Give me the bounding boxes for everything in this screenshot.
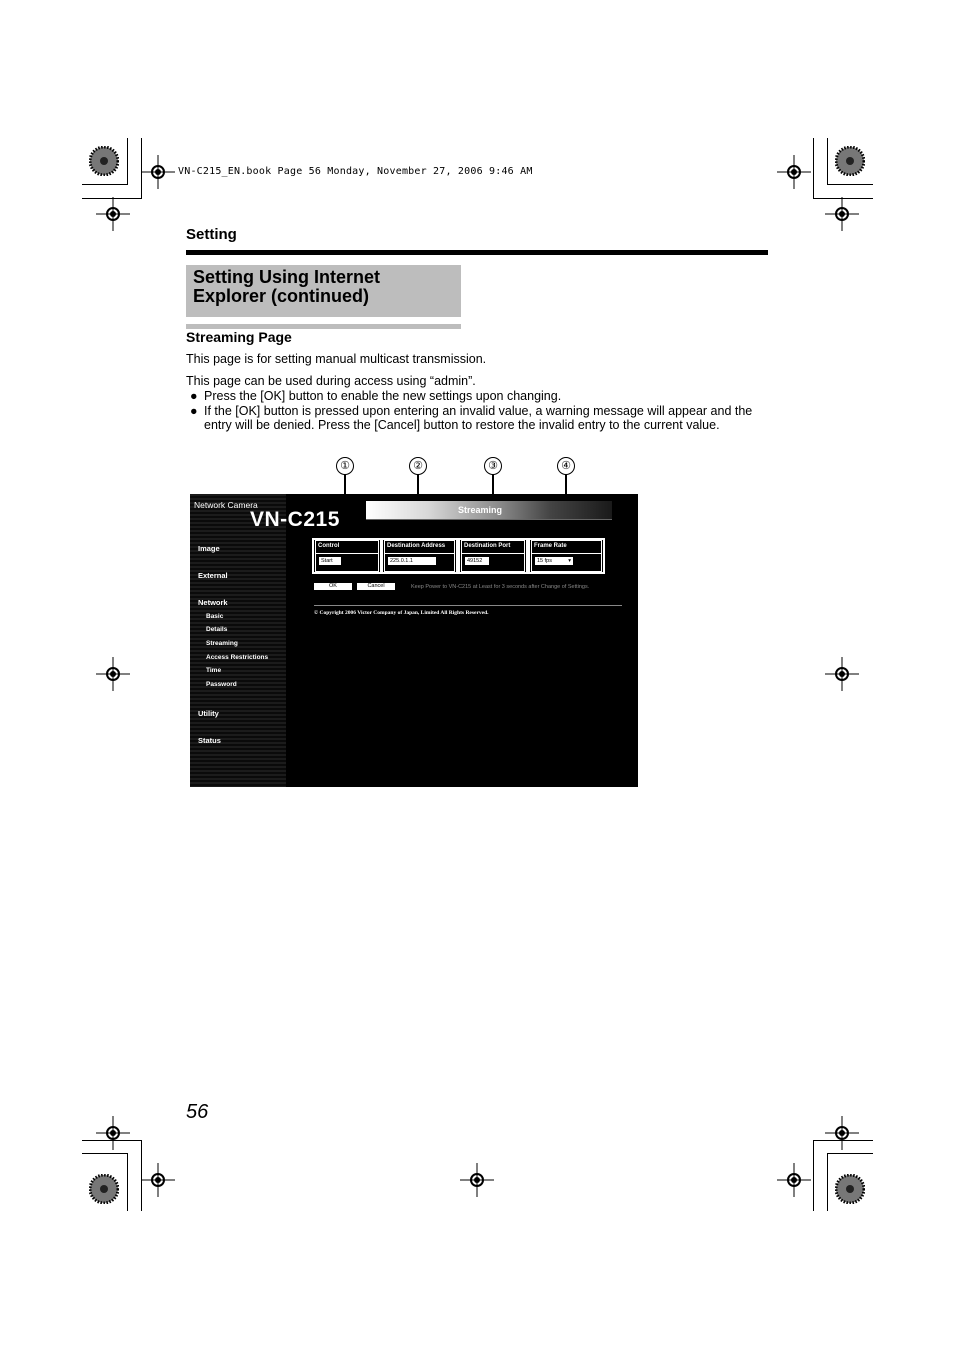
registration-mark-icon [96,657,130,691]
destination-address-input[interactable]: 225.0.1.1 [388,557,436,565]
frame-rate-label: Frame Rate [534,543,567,549]
star-target-icon [89,146,119,176]
registration-mark-icon [777,155,811,189]
nav-access-restrictions[interactable]: Access Restrictions [206,654,269,661]
nav-details[interactable]: Details [206,626,228,633]
nav-network[interactable]: Network [198,598,228,607]
start-button[interactable]: Start [319,557,341,565]
control-panel [315,540,379,572]
intro-paragraph: This page is for setting manual multicast transmission. [186,352,487,366]
star-target-icon [835,146,865,176]
destination-address-label: Destination Address [387,543,446,549]
page-number: 56 [186,1101,209,1123]
screenshot-page-title: Streaming [458,505,503,515]
bullet-icon: ● [190,403,198,418]
registration-mark-icon [825,197,859,231]
registration-mark-icon [141,155,175,189]
streaming-page-screenshot [190,494,638,787]
registration-mark-icon [96,197,130,231]
destination-port-label: Destination Port [464,543,511,549]
frame-rate-panel [531,540,602,572]
page-title [193,268,380,306]
star-target-icon [89,1174,119,1204]
brand-label: Network Camera [194,500,258,510]
nav-status[interactable]: Status [198,736,221,745]
list-item: ● If the [OK] button is pressed upon entering an invalid value, a warning message will appear and the entry will be denied. Press the [Cancel] button to restore the invalid entry to the current value. [190,403,753,432]
callout-3: ③ [484,457,502,475]
registration-mark-icon [825,657,859,691]
page-title-line-2: Explorer (continued) [193,286,370,306]
chevron-down-icon: ▾ [568,558,571,564]
registration-mark-icon [777,1163,811,1197]
cancel-button[interactable]: Cancel [357,583,395,590]
model-logo: VN-C215 [250,508,340,531]
nav-time[interactable]: Time [206,667,222,674]
destination-address-panel [384,540,455,572]
nav-basic[interactable]: Basic [206,613,224,620]
ok-button[interactable]: OK [314,583,352,590]
content-divider [314,605,622,606]
callout-2: ② [409,457,427,475]
list-item: ● Press the [OK] button to enable the new settings upon changing. [190,389,562,403]
nav-utility[interactable]: Utility [198,709,219,718]
notes-list [190,389,775,433]
bullet-icon: ● [190,389,198,403]
registration-mark-icon [460,1163,494,1197]
subsection-title: Streaming Page [186,329,292,345]
nav-password[interactable]: Password [206,681,237,688]
nav-streaming[interactable]: Streaming [206,640,238,647]
control-label: Control [318,543,340,549]
destination-port-panel [461,540,525,572]
access-paragraph: This page can be used during access using “admin”. [186,374,476,388]
registration-mark-icon [825,1116,859,1150]
frame-rate-select[interactable]: 15 fps ▾ [537,558,571,564]
registration-mark-icon [141,1163,175,1197]
registration-mark-icon [96,1116,130,1150]
nav-image[interactable]: Image [198,544,220,553]
section-label: Setting [186,226,237,243]
power-note: Keep Power to VN-C215 at Least for 3 seconds after Change of Settings. [411,584,590,590]
section-rule [186,250,768,255]
page-title-line-1: Setting Using Internet [193,267,381,287]
destination-port-input[interactable]: 49152 [465,557,489,565]
header-underline [366,519,612,520]
print-header: VN-C215_EN.book Page 56 Monday, November 27, 2006 9:46 AM [178,166,533,177]
star-target-icon [835,1174,865,1204]
callout-1: ① [336,457,354,475]
nav-external[interactable]: External [198,571,228,580]
callout-4: ④ [557,457,575,475]
copyright-text: © Copyright 2006 Victor Company of Japan, Limited All Rights Reserved. [314,610,489,616]
